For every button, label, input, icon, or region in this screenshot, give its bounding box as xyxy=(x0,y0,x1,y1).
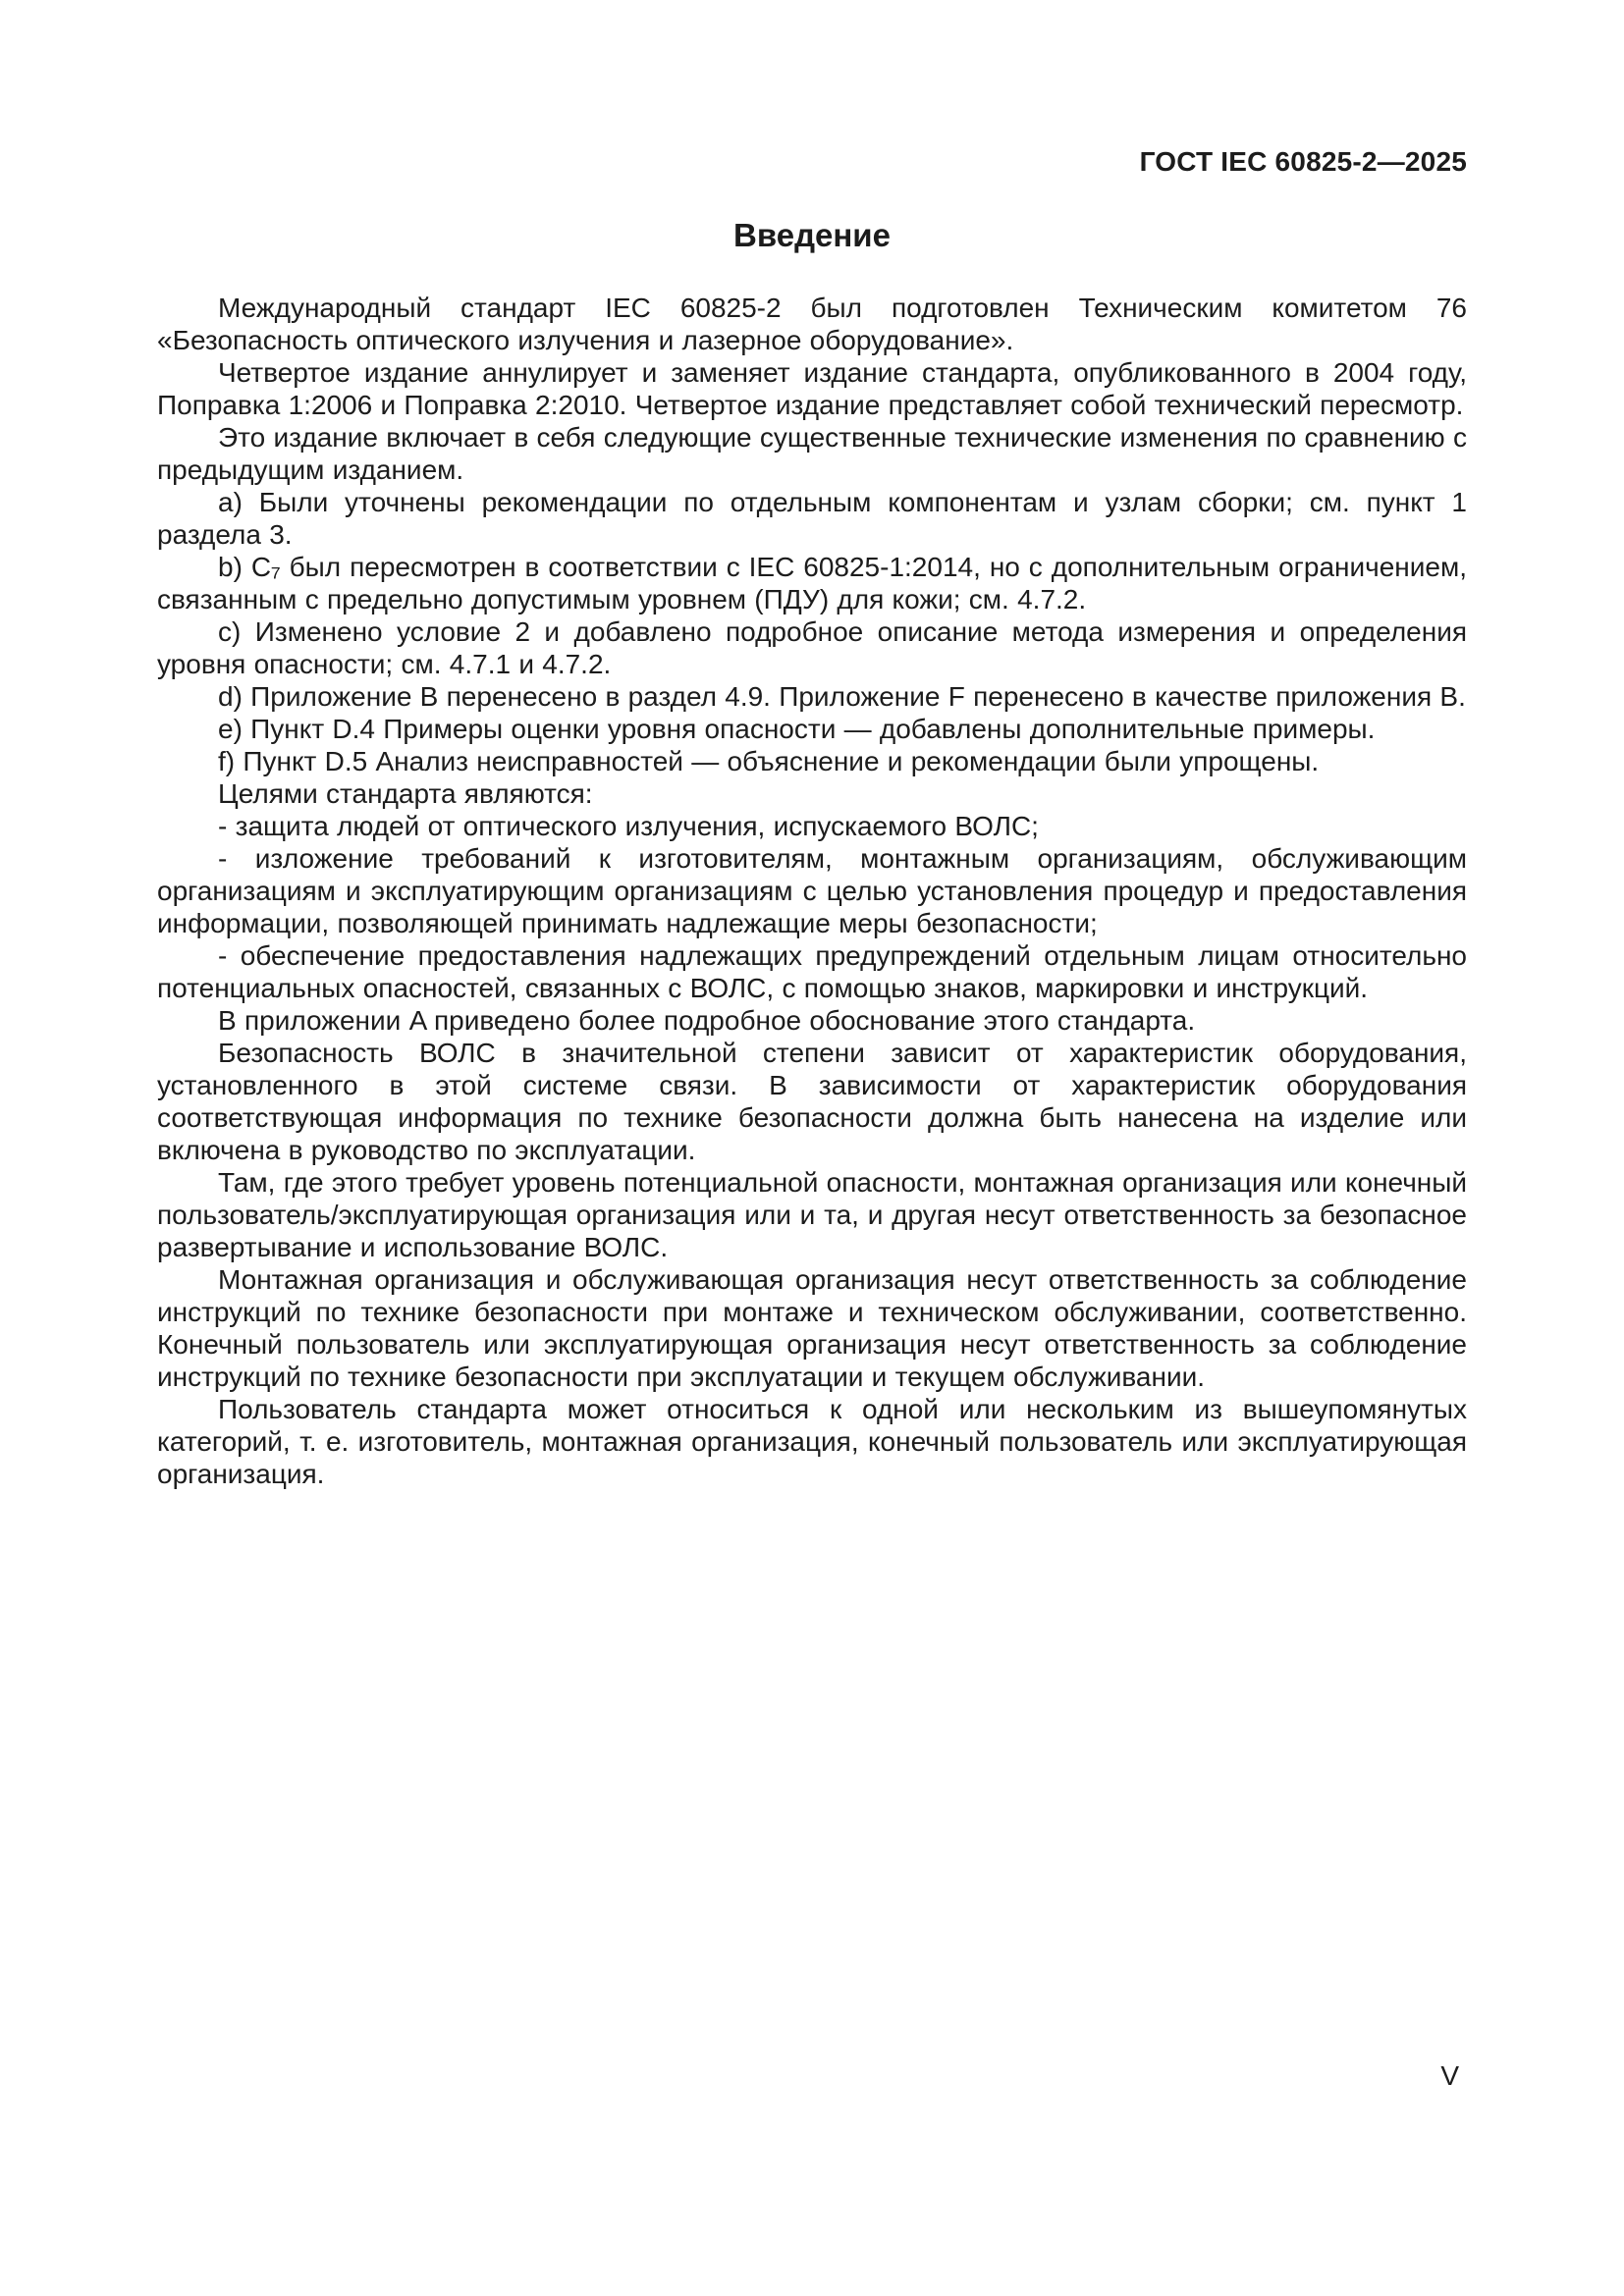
paragraph: Это издание включает в себя следующие существенные технические изменения по сравнению с предыдущим изданием. xyxy=(157,422,1467,485)
paragraph: Там, где этого требует уровень потенциальной опасности, монтажная организация или конечный пользователь/эксплуатирующая организация или и та, и другая несут ответственность за безопасное развертывание и использование ВОЛС. xyxy=(157,1167,1468,1262)
list-item-f: f) Пункт D.5 Анализ неисправностей — объяснение и рекомендации были упрощены. xyxy=(218,746,1320,776)
document-body xyxy=(157,292,1467,1490)
list-item-c: c) Изменено условие 2 и добавлено подробное описание метода измерения и определения уровня опасности; см. 4.7.1 и 4.7.2. xyxy=(157,616,1467,679)
paragraph: Безопасность ВОЛС в значительной степени зависит от характеристик оборудования, установленного в этой системе связи. В зависимости от характеристик оборудования соответствующая информация по технике безопасности должна быть нанесена на изделие или включена в руководство по эксплуатации. xyxy=(157,1038,1467,1165)
document-designation-header: ГОСТ IEC 60825-2—2025 xyxy=(1139,146,1467,177)
paragraph: Четвертое издание аннулирует и заменяет издание стандарта, опубликованного в 2004 году, Поправка 1:2006 и Поправка 2:2010. Четвертое издание представляет собой технический пересмотр. xyxy=(157,357,1467,420)
list-item-b: b) C₇ был пересмотрен в соответствии с IEC 60825-1:2014, но с дополнительным ограничением, связанным с предельно допустимым уровнем (ПДУ) для кожи; см. 4.7.2. xyxy=(157,552,1467,614)
dash-list-item: - обеспечение предоставления надлежащих предупреждений отдельным лицам относительно потенциальных опасностей, связанных с ВОЛС, с помощью знаков, маркировки и инструкций. xyxy=(157,940,1467,1003)
paragraph: Целями стандарта являются: xyxy=(218,778,593,809)
dash-list-item: - изложение требований к изготовителям, монтажным организациям, обслуживающим организациям и эксплуатирующим организациям с целью установления процедур и предоставления информации, позволяющей принимать надлежащие меры безопасности; xyxy=(157,843,1467,938)
list-item-d: d) Приложение B перенесено в раздел 4.9. Приложение F перенесено в качестве приложения B. xyxy=(218,681,1466,712)
paragraph: Монтажная организация и обслуживающая организация несут ответственность за соблюдение инструкций по технике безопасности при монтаже и техническом обслуживании, соответственно. Конечный пользователь или эксплуатирующая организация несут ответственность за соблюдение инструкций по технике безопасности при эксплуатации и текущем обслуживании. xyxy=(157,1264,1467,1392)
section-title: Введение xyxy=(733,217,891,253)
paragraph: В приложении A приведено более подробное обоснование этого стандарта. xyxy=(218,1005,1196,1036)
list-item-a: a) Были уточнены рекомендации по отдельным компонентам и узлам сборки; см. пункт 1 раздела 3. xyxy=(157,487,1467,550)
paragraph: Международный стандарт IEC 60825-2 был подготовлен Техническим комитетом 76 «Безопасность оптического излучения и лазерное оборудование». xyxy=(157,293,1467,355)
list-item-e: e) Пункт D.4 Примеры оценки уровня опасности — добавлены дополнительные примеры. xyxy=(218,714,1376,744)
paragraph: Пользователь стандарта может относиться к одной или нескольким из вышеупомянутых категорий, т. е. изготовитель, монтажная организация, конечный пользователь или эксплуатирующая организация. xyxy=(157,1394,1467,1489)
dash-list-item: - защита людей от оптического излучения, испускаемого ВОЛС; xyxy=(218,811,1039,841)
page-number: V xyxy=(1440,2060,1459,2091)
